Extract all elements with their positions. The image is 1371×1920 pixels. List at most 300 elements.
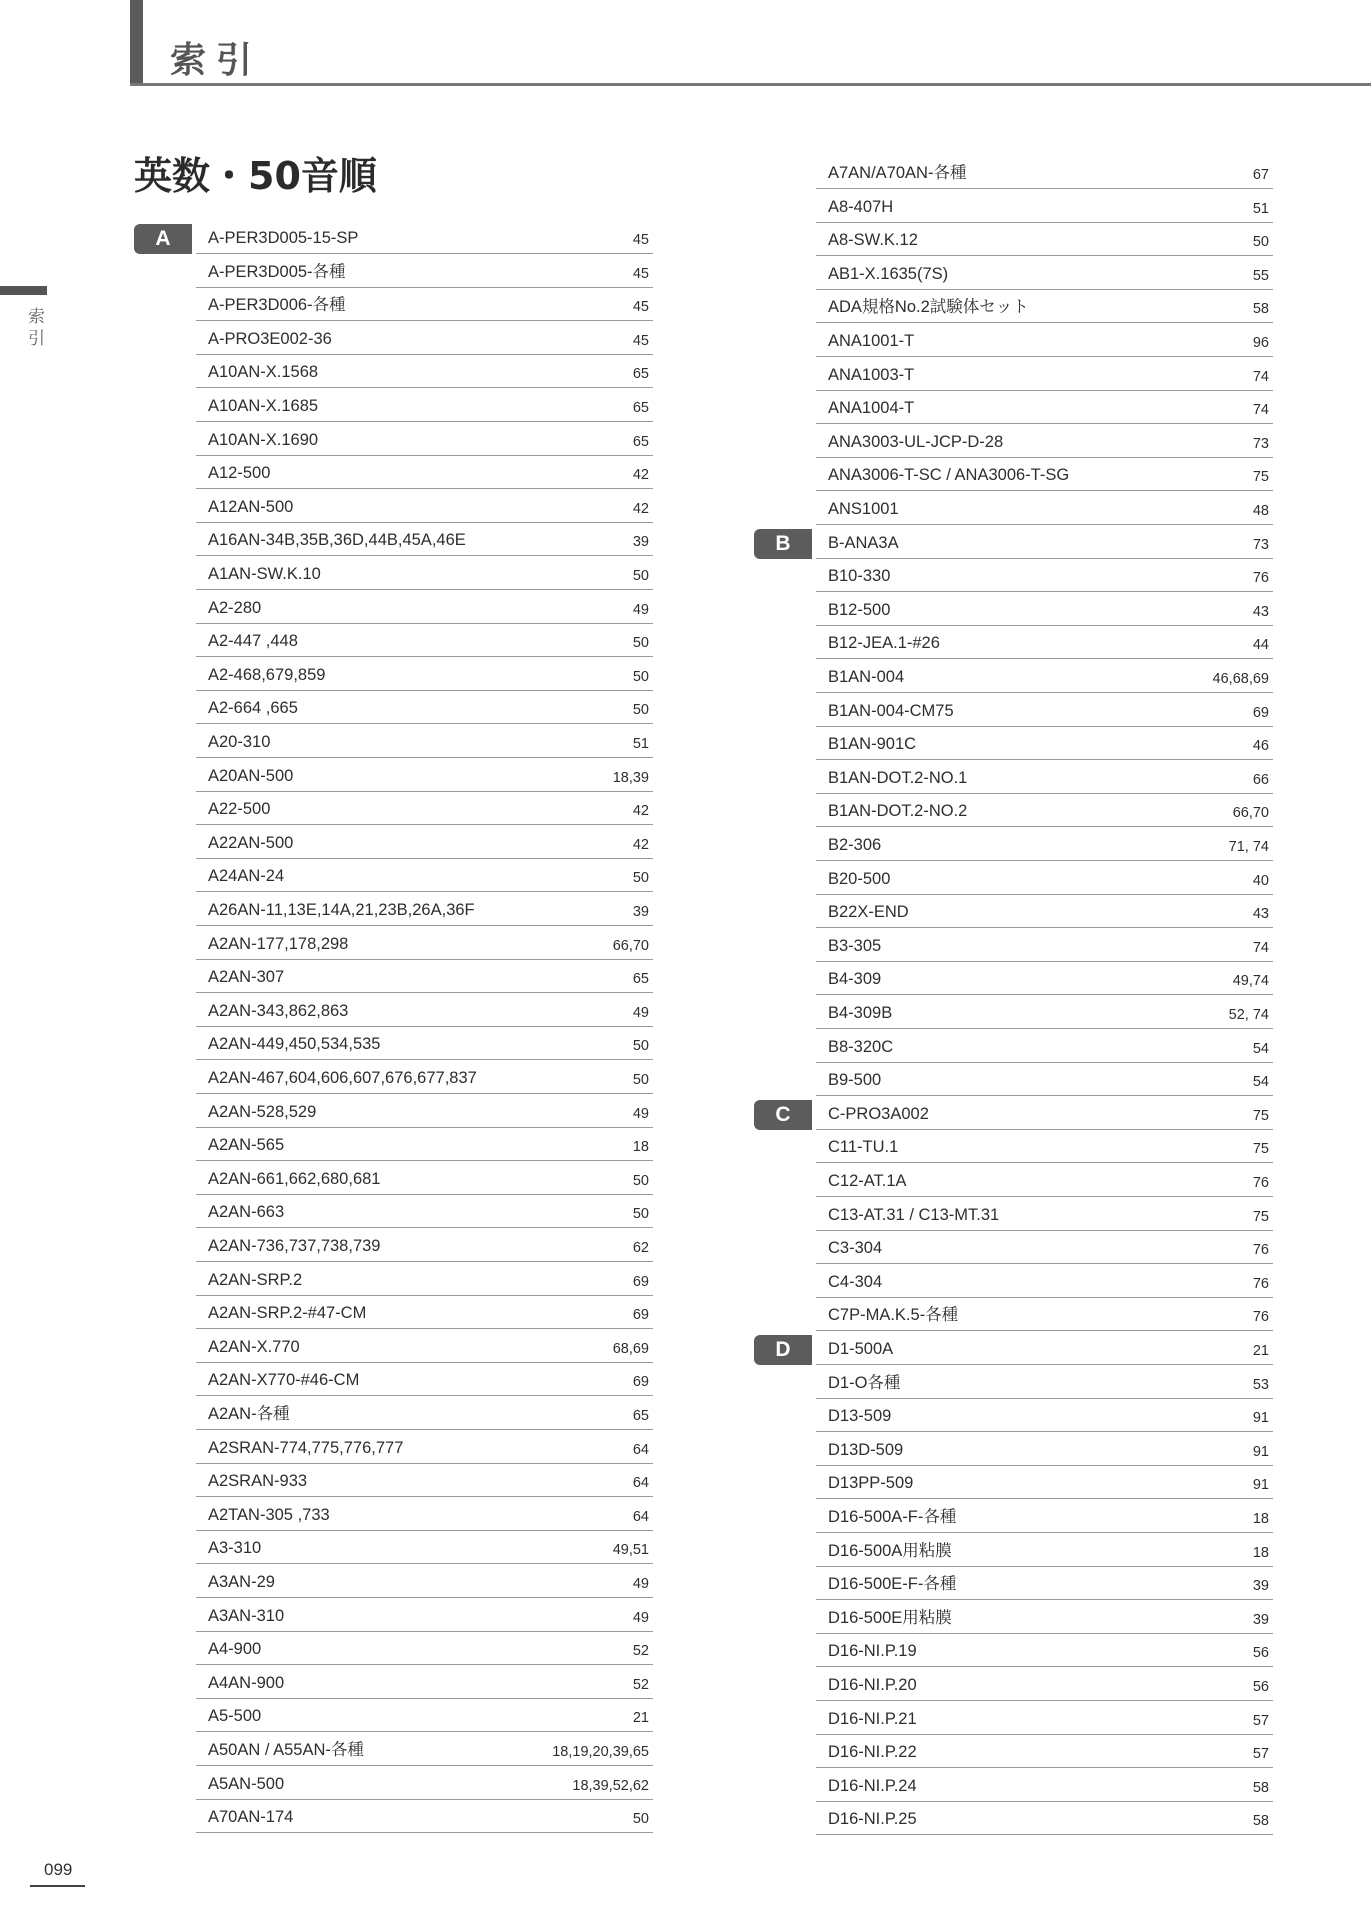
index-row [816, 258, 1273, 290]
index-row [196, 1600, 653, 1632]
index-row [196, 793, 653, 825]
index-entry-name: B12-JEA.1-#26 [828, 634, 940, 653]
index-entry-page: 21 [632, 1710, 649, 1727]
index-letter-badge: C [754, 1100, 812, 1130]
index-entry-page: 69 [632, 1273, 649, 1290]
index-entry-page: 49 [632, 601, 649, 618]
index-row [196, 961, 653, 993]
index-row [196, 390, 653, 422]
index-row [816, 1602, 1273, 1634]
index-row [816, 863, 1273, 895]
index-entry-page: 65 [632, 366, 649, 383]
index-entry-name: A5-500 [208, 1707, 262, 1726]
index-entry-page: 74 [1252, 939, 1269, 956]
index-row [196, 256, 653, 288]
index-row [196, 1734, 653, 1766]
index-row [816, 157, 1273, 189]
index-row [816, 224, 1273, 256]
index-entry-name: A26AN-11,13E,14A,21,23B,26A,36F [208, 901, 475, 919]
index-row [816, 325, 1273, 357]
index-entry-name: A2AN-307 [208, 968, 285, 987]
index-entry-name: B1AN-DOT.2-NO.2 [828, 802, 968, 821]
index-row [196, 1297, 653, 1329]
index-entry-page: 39 [1252, 1611, 1269, 1628]
index-entry-name: D16-500A-F-各種 [828, 1508, 957, 1526]
index-entry-name: B1AN-004 [828, 668, 905, 686]
index-row [816, 795, 1273, 827]
index-row [816, 661, 1273, 693]
index-entry-page: 66 [1252, 771, 1269, 788]
index-entry-name: A-PER3D005-15-SP [208, 229, 359, 247]
index-row [816, 1803, 1273, 1835]
header-accent-bar [130, 0, 143, 86]
index-entry-name: A2AN-SRP.2-#47-CM [208, 1304, 367, 1323]
index-entry-name: ANA1004-T [828, 399, 915, 418]
index-row [196, 1499, 653, 1531]
index-entry-name: A70AN-174 [208, 1808, 294, 1827]
index-row [816, 1501, 1273, 1533]
index-entry-page: 69 [632, 1374, 649, 1391]
index-entry-page: 51 [632, 736, 649, 752]
index-entry-page: 75 [1252, 1208, 1269, 1225]
index-entry-page: 73 [1252, 536, 1269, 553]
index-entry-page: 39 [1252, 1578, 1269, 1595]
index-row [196, 558, 653, 590]
index-entry-name: D1-500A [828, 1340, 894, 1358]
page-number: 099 [44, 1860, 73, 1879]
index-row [816, 291, 1273, 323]
index-entry-name: B10-330 [828, 567, 891, 586]
index-entry-page: 58 [1252, 1813, 1269, 1830]
index-row [816, 930, 1273, 962]
index-entry-page: 64 [632, 1475, 649, 1492]
index-entry-name: A2-447 ,448 [208, 632, 298, 651]
index-row [816, 997, 1273, 1029]
index-row [816, 1703, 1273, 1735]
index-row [196, 659, 653, 691]
index-row [816, 1400, 1273, 1432]
index-entry-page: 50 [632, 702, 649, 719]
index-entry-name: ANA1001-T [828, 332, 915, 350]
index-entry-name: A2-664 ,665 [208, 699, 298, 718]
index-entry-name: C12-AT.1A [828, 1172, 907, 1190]
index-entry-page: 50 [632, 635, 649, 652]
index-entry-name: A3AN-29 [208, 1573, 275, 1591]
index-row [816, 527, 1273, 559]
index-row [196, 1667, 653, 1699]
index-entry-name: A2-280 [208, 598, 262, 617]
index-entry-name: D13D-509 [828, 1440, 904, 1459]
index-entry-page: 18,39,52,62 [572, 1777, 649, 1794]
index-entry-name: ANA3006-T-SC / ANA3006-T-SG [828, 466, 1070, 485]
index-entry-page: 66,70 [612, 937, 649, 954]
index-entry-page: 52, 74 [1228, 1007, 1269, 1023]
index-entry-name: A2AN-177,178,298 [208, 934, 349, 953]
index-entry-name: A2SRAN-774,775,776,777 [208, 1438, 404, 1457]
index-entry-name: A24AN-24 [208, 867, 285, 886]
index-entry-page: 65 [632, 433, 649, 450]
index-entry-name: A2-468,679,859 [208, 665, 326, 684]
index-entry-name: A2AN-736,737,738,739 [208, 1237, 381, 1255]
index-entry-page: 18,39 [612, 769, 649, 786]
index-entry-name: D16-500A用粘膜 [828, 1541, 952, 1560]
index-row [816, 695, 1273, 727]
index-row [196, 1465, 653, 1497]
side-tab-bar [0, 286, 47, 295]
index-row [816, 1770, 1273, 1802]
index-entry-page: 73 [1252, 435, 1269, 452]
index-entry-page: 50 [632, 870, 649, 887]
index-entry-page: 57 [1252, 1712, 1269, 1729]
index-entry-page: 76 [1252, 1309, 1269, 1326]
index-entry-page: 76 [1252, 1242, 1269, 1259]
index-row [196, 222, 653, 254]
index-entry-name: A2AN-SRP.2 [208, 1270, 303, 1289]
index-entry-name: A20-310 [208, 733, 271, 751]
index-row [816, 1064, 1273, 1096]
index-entry-name: A12-500 [208, 464, 271, 483]
index-entry-name: C11-TU.1 [828, 1138, 899, 1157]
index-entry-page: 62 [632, 1240, 649, 1256]
index-entry-name: B1AN-004-CM75 [828, 701, 954, 720]
index-row [196, 1532, 653, 1564]
index-row [816, 459, 1273, 491]
index-row [816, 493, 1273, 525]
index-entry-name: A2AN-528,529 [208, 1102, 317, 1121]
index-row [196, 1096, 653, 1128]
index-letter-badge: B [754, 529, 812, 559]
index-row [816, 1098, 1273, 1130]
index-entry-name: C-PRO3A002 [828, 1104, 929, 1123]
index-entry-page: 18 [1252, 1511, 1269, 1527]
index-entry-name: ANA1003-T [828, 365, 915, 384]
index-row [196, 995, 653, 1027]
index-entry-name: B4-309B [828, 1004, 893, 1022]
index-entry-name: C4-304 [828, 1272, 883, 1291]
index-entry-page: 50 [632, 1206, 649, 1223]
index-entry-page: 71, 74 [1228, 839, 1269, 855]
index-row [816, 1266, 1273, 1298]
side-tab-label: 索引 [28, 307, 45, 349]
index-entry-page: 18,19,20,39,65 [552, 1744, 649, 1760]
index-entry-name: D16-500E-F-各種 [828, 1575, 957, 1594]
index-entry-page: 50 [632, 568, 649, 584]
index-entry-page: 56 [1252, 1679, 1269, 1695]
index-entry-page: 76 [1252, 1275, 1269, 1292]
index-row [196, 1801, 653, 1833]
index-entry-page: 50 [632, 1072, 649, 1088]
index-entry-name: B4-309 [828, 970, 882, 989]
index-entry-page: 52 [632, 1676, 649, 1693]
index-entry-name: A-PER3D006-各種 [208, 296, 346, 315]
index-entry-page: 46,68,69 [1212, 671, 1269, 687]
page-number-rule [30, 1885, 85, 1887]
index-row [196, 356, 653, 388]
index-entry-page: 45 [632, 265, 649, 282]
index-entry-name: AB1-X.1635(7S) [828, 264, 949, 283]
index-entry-page: 49,74 [1232, 973, 1269, 990]
index-row [816, 359, 1273, 391]
index-entry-page: 50 [1252, 234, 1269, 251]
index-entry-page: 64 [632, 1508, 649, 1525]
index-entry-page: 18 [632, 1139, 649, 1156]
index-entry-page: 54 [1252, 1040, 1269, 1057]
index-entry-name: A-PER3D005-各種 [208, 262, 346, 281]
index-entry-page: 53 [1252, 1376, 1269, 1393]
index-row [196, 1163, 653, 1195]
index-entry-page: 91 [1252, 1410, 1269, 1427]
index-row [196, 491, 653, 523]
index-entry-page: 91 [1252, 1443, 1269, 1460]
index-entry-name: C13-AT.31 / C13-MT.31 [828, 1205, 1000, 1224]
index-row [816, 1535, 1273, 1567]
index-entry-name: D13-509 [828, 1407, 892, 1426]
index-entry-name: ANA3003-UL-JCP-D-28 [828, 432, 1004, 451]
index-entry-page: 50 [632, 668, 649, 685]
index-entry-name: B1AN-901C [828, 735, 917, 754]
index-row [196, 424, 653, 456]
index-entry-page: 46 [1252, 738, 1269, 755]
index-row [816, 1299, 1273, 1331]
index-entry-name: A22-500 [208, 800, 271, 819]
index-entry-page: 68,69 [612, 1340, 649, 1357]
index-entry-page: 42 [632, 467, 649, 484]
index-entry-name: B1AN-DOT.2-NO.1 [828, 768, 968, 787]
index-entry-page: 18 [1252, 1544, 1269, 1561]
index-row [816, 594, 1273, 626]
index-row [196, 1398, 653, 1430]
index-row [196, 289, 653, 321]
index-letter-badge: A [134, 224, 192, 254]
index-entry-name: A4AN-900 [208, 1673, 285, 1692]
index-row [196, 1062, 653, 1094]
index-entry-page: 67 [1252, 167, 1269, 183]
index-entry-page: 76 [1252, 570, 1269, 587]
index-row [816, 1367, 1273, 1399]
index-entry-name: D16-500E用粘膜 [828, 1608, 952, 1627]
index-entry-name: D16-NI.P.21 [828, 1709, 917, 1728]
index-row [196, 1633, 653, 1665]
index-row [196, 1196, 653, 1228]
index-row [196, 1264, 653, 1296]
index-entry-name: D1-O各種 [828, 1373, 901, 1392]
index-row [816, 560, 1273, 592]
index-entry-page: 43 [1252, 906, 1269, 923]
index-row [816, 426, 1273, 458]
index-row [196, 894, 653, 926]
index-entry-page: 42 [632, 500, 649, 517]
index-entry-name: D16-NI.P.20 [828, 1676, 917, 1694]
index-entry-page: 42 [632, 803, 649, 820]
index-entry-page: 65 [632, 1408, 649, 1424]
index-entry-name: D16-NI.P.24 [828, 1776, 917, 1795]
index-entry-page: 55 [1252, 267, 1269, 284]
index-entry-page: 69 [1252, 704, 1269, 721]
index-entry-name: A2TAN-305 ,733 [208, 1505, 330, 1524]
index-row [196, 928, 653, 960]
index-row [816, 1131, 1273, 1163]
index-row [816, 1165, 1273, 1197]
index-row [816, 1635, 1273, 1667]
index-entry-name: B12-500 [828, 600, 891, 619]
index-entry-name: D16-NI.P.22 [828, 1743, 917, 1762]
index-entry-page: 39 [632, 904, 649, 920]
index-row [196, 625, 653, 657]
index-entry-name: A5AN-500 [208, 1774, 285, 1793]
index-row [816, 1736, 1273, 1768]
index-entry-name: A7AN/A70AN-各種 [828, 164, 967, 182]
index-entry-name: A22AN-500 [208, 833, 294, 852]
index-entry-page: 43 [1252, 603, 1269, 620]
index-entry-page: 45 [632, 299, 649, 316]
index-entry-page: 66,70 [1232, 805, 1269, 822]
index-row [196, 692, 653, 724]
index-entry-name: A3AN-310 [208, 1606, 285, 1625]
index-entry-page: 75 [1252, 1141, 1269, 1158]
index-entry-page: 50 [632, 1172, 649, 1189]
index-entry-name: B20-500 [828, 869, 891, 888]
index-row [816, 963, 1273, 995]
index-entry-page: 65 [632, 971, 649, 988]
index-row [816, 1669, 1273, 1701]
index-entry-page: 49 [632, 1609, 649, 1626]
index-entry-page: 74 [1252, 402, 1269, 419]
index-entry-name: ADA規格No.2試験体セット [828, 298, 1029, 317]
index-entry-page: 45 [632, 232, 649, 248]
index-entry-page: 69 [632, 1307, 649, 1324]
index-entry-name: A10AN-X.1568 [208, 363, 319, 382]
index-entry-name: A3-310 [208, 1539, 262, 1558]
index-row [196, 1768, 653, 1800]
index-entry-page: 54 [1252, 1074, 1269, 1091]
index-entry-name: A2AN-X.770 [208, 1337, 300, 1356]
index-entry-page: 96 [1252, 335, 1269, 351]
index-entry-name: A10AN-X.1690 [208, 430, 319, 449]
index-entry-name: A1AN-SW.K.10 [208, 565, 321, 583]
index-entry-page: 75 [1252, 469, 1269, 486]
index-entry-page: 44 [1252, 637, 1269, 654]
index-entry-page: 50 [632, 1811, 649, 1828]
index-entry-page: 91 [1252, 1477, 1269, 1494]
index-row [196, 1129, 653, 1161]
index-entry-name: A12AN-500 [208, 497, 294, 516]
index-entry-name: A2AN-467,604,606,607,676,677,837 [208, 1069, 477, 1087]
index-entry-name: D16-NI.P.25 [828, 1810, 917, 1829]
index-row [816, 829, 1273, 861]
index-row [196, 726, 653, 758]
index-entry-page: 50 [632, 1038, 649, 1055]
index-entry-name: A10AN-X.1685 [208, 397, 319, 415]
index-entry-page: 74 [1252, 368, 1269, 385]
index-entry-name: B9-500 [828, 1071, 882, 1090]
index-row [816, 1199, 1273, 1231]
index-entry-page: 51 [1252, 200, 1269, 217]
index-row [816, 896, 1273, 928]
index-row [196, 457, 653, 489]
index-entry-name: A2AN-565 [208, 1136, 285, 1155]
index-entry-page: 57 [1252, 1746, 1269, 1763]
index-entry-name: A2AN-449,450,534,535 [208, 1035, 381, 1054]
index-entry-name: B-ANA3A [828, 533, 899, 552]
index-entry-page: 49 [632, 1105, 649, 1122]
index-row [196, 1432, 653, 1464]
index-entry-name: A8-407H [828, 197, 894, 216]
index-entry-page: 76 [1252, 1175, 1269, 1191]
index-row [816, 762, 1273, 794]
index-entry-name: C7P-MA.K.5-各種 [828, 1306, 959, 1325]
index-entry-page: 42 [632, 836, 649, 853]
index-row [816, 1031, 1273, 1063]
index-row [196, 1230, 653, 1262]
index-entry-name: A2SRAN-933 [208, 1472, 308, 1491]
index-row [816, 1467, 1273, 1499]
index-entry-name: A8-SW.K.12 [828, 231, 918, 250]
index-entry-name: A2AN-X770-#46-CM [208, 1371, 360, 1390]
index-letter-badge: D [754, 1335, 812, 1365]
section-title: 英数・50音順 [134, 154, 377, 198]
index-row [196, 1028, 653, 1060]
index-entry-name: A4-900 [208, 1640, 262, 1659]
index-entry-name: D16-NI.P.19 [828, 1642, 917, 1661]
index-entry-page: 39 [632, 534, 649, 551]
index-entry-name: A50AN / A55AN-各種 [208, 1741, 364, 1759]
index-entry-page: 21 [1252, 1343, 1269, 1359]
index-entry-page: 58 [1252, 1779, 1269, 1796]
index-entry-page: 52 [632, 1643, 649, 1660]
index-row [816, 728, 1273, 760]
index-row [196, 860, 653, 892]
index-row [816, 1568, 1273, 1600]
index-entry-name: C3-304 [828, 1239, 883, 1258]
index-entry-name: A16AN-34B,35B,36D,44B,45A,46E [208, 531, 466, 550]
index-entry-name: ANS1001 [828, 500, 899, 518]
index-entry-name: A2AN-661,662,680,681 [208, 1169, 381, 1188]
index-entry-name: A-PRO3E002-36 [208, 329, 332, 348]
header-rule [130, 83, 1371, 86]
index-entry-page: 40 [1252, 872, 1269, 889]
index-entry-name: D13PP-509 [828, 1474, 914, 1493]
index-entry-name: B8-320C [828, 1037, 894, 1056]
index-entry-name: B22X-END [828, 903, 909, 922]
index-row [196, 827, 653, 859]
index-row [816, 1232, 1273, 1264]
index-row [196, 760, 653, 792]
index-entry-page: 56 [1252, 1645, 1269, 1662]
index-entry-page: 49,51 [612, 1542, 649, 1559]
index-row [196, 1700, 653, 1732]
index-row [816, 1434, 1273, 1466]
index-entry-name: A20AN-500 [208, 766, 294, 785]
index-entry-name: B3-305 [828, 936, 882, 955]
page-header-title: 索引 [170, 40, 263, 81]
index-row [816, 191, 1273, 223]
index-entry-page: 49 [632, 1004, 649, 1021]
index-entry-name: A2AN-663 [208, 1203, 285, 1222]
index-entry-page: 58 [1252, 301, 1269, 318]
index-entry-page: 65 [632, 400, 649, 416]
index-entry-page: 48 [1252, 503, 1269, 519]
index-row [816, 392, 1273, 424]
index-row [196, 323, 653, 355]
index-entry-page: 49 [632, 1576, 649, 1592]
index-entry-page: 75 [1252, 1107, 1269, 1124]
index-entry-name: B2-306 [828, 836, 882, 854]
index-row [196, 1364, 653, 1396]
index-entry-page: 64 [632, 1441, 649, 1458]
index-entry-name: A2AN-343,862,863 [208, 1001, 349, 1020]
index-row [196, 1566, 653, 1598]
index-row [196, 1331, 653, 1363]
